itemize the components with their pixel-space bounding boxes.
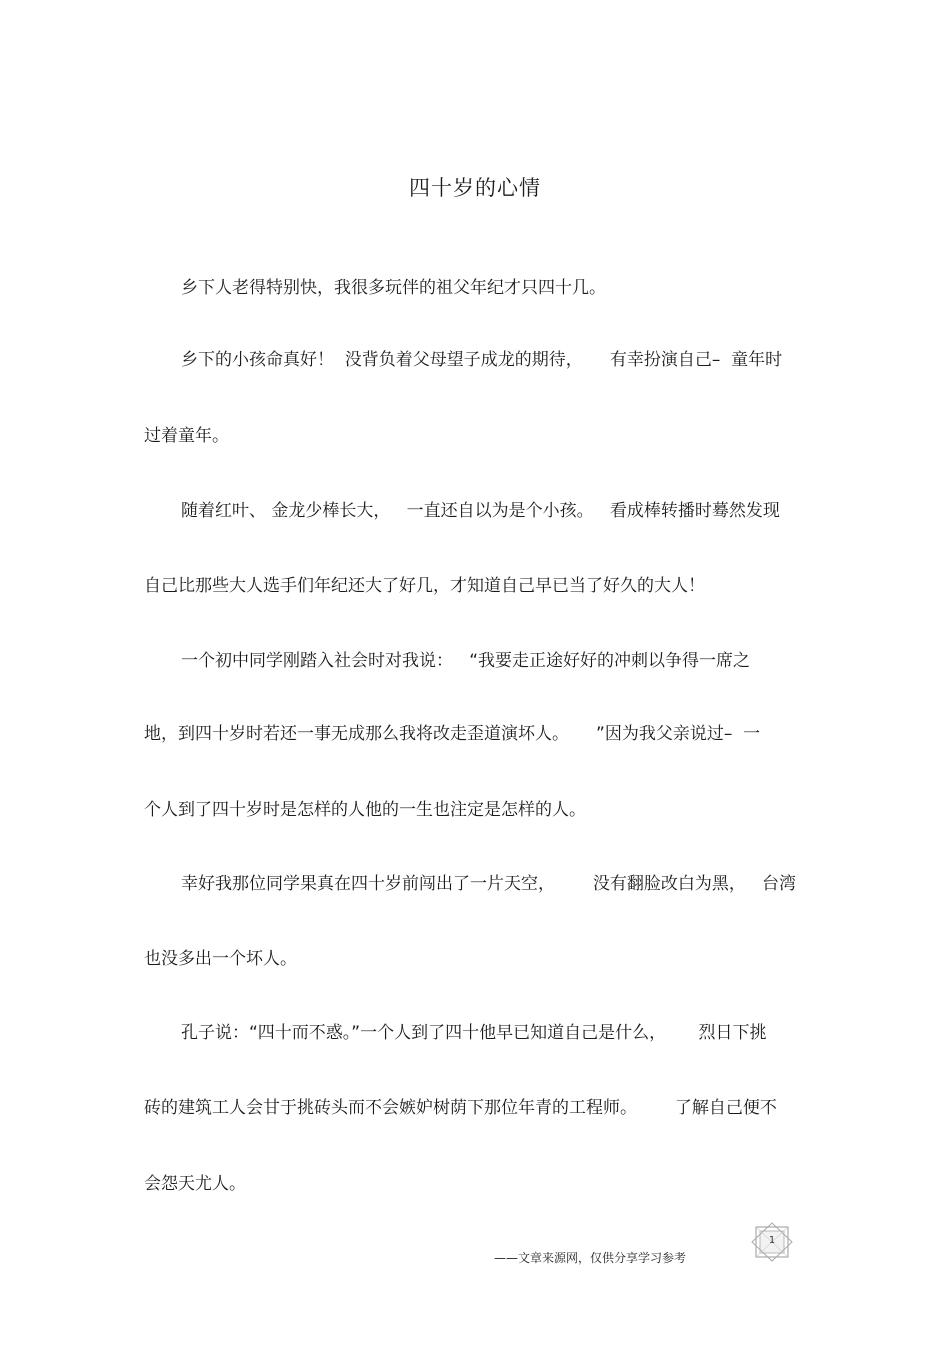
text-line: 自己比那些大人选手们年纪还大了好几，才知道自己早已当了好久的大人！ bbox=[144, 576, 705, 596]
page-number: 1 bbox=[768, 1235, 776, 1246]
text-line: 乡下的小孩命真好！ 没背负着父母望子成龙的期待， 有幸扮演自己– 童年时 bbox=[181, 350, 783, 370]
page-badge bbox=[750, 1222, 794, 1262]
text-line: 砖的建筑工人会甘于挑砖头而不会嫉妒树荫下那位年青的工程师。 了解自己便不 bbox=[144, 1098, 777, 1118]
text-line: 也没多出一个坏人。 bbox=[144, 949, 297, 969]
text-line: 个人到了四十岁时是怎样的人他的一生也注定是怎样的人。 bbox=[144, 800, 586, 820]
footer-note: ——文章来源网，仅供分享学习参考 bbox=[494, 1251, 687, 1265]
text-line: 一个初中同学刚踏入社会时对我说： “我要走正途好好的冲刺以争得一席之 bbox=[181, 651, 751, 671]
text-line: 孔子说：“四十而不惑。”一个人到了四十他早已知道自己是什么， 烈日下挑 bbox=[181, 1023, 767, 1043]
text-line: 幸好我那位同学果真在四十岁前闯出了一片天空， 没有翻脸改白为黑， 台湾 bbox=[181, 874, 797, 894]
text-line: 过着童年。 bbox=[144, 426, 229, 446]
text-line: 会怨天尤人。 bbox=[144, 1174, 246, 1194]
text-line: 地，到四十岁时若还一事无成那么我将改走歪道演坏人。 ”因为我父亲说过– 一 bbox=[144, 724, 761, 744]
page-title: 四十岁的心情 bbox=[409, 176, 541, 200]
text-line: 乡下人老得特别快，我很多玩伴的祖父年纪才只四十几。 bbox=[181, 278, 606, 298]
text-line: 随着红叶、 金龙少棒长大， 一直还自以为是个小孩。 看成棒转播时蓦然发现 bbox=[181, 501, 780, 521]
